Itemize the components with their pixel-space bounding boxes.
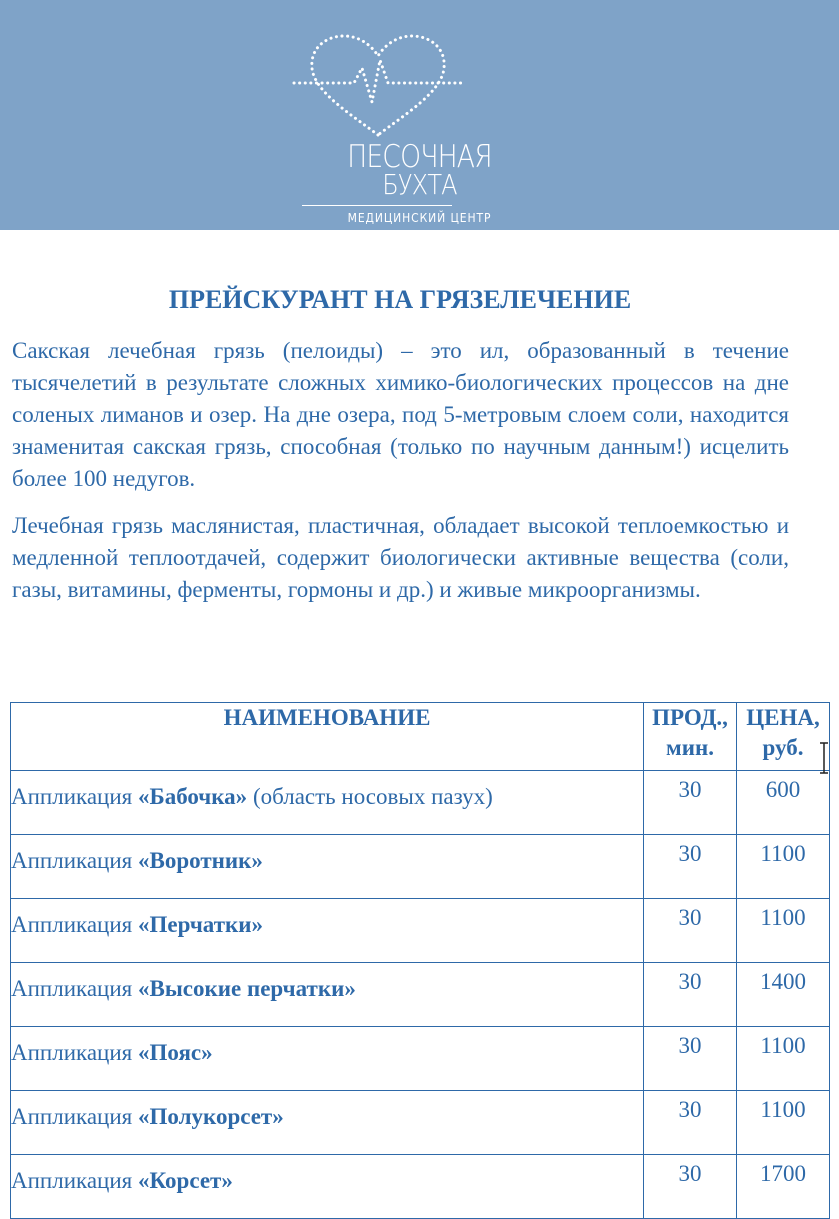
row-price: 1400: [737, 963, 830, 1027]
row-item-name: «Корсет»: [138, 1168, 233, 1193]
row-price: 1100: [737, 899, 830, 963]
text-cursor-icon: [818, 742, 830, 774]
row-prefix: Аппликация: [11, 1104, 138, 1129]
logo-text-line1: ПЕСОЧНАЯ: [347, 139, 492, 175]
table-row: [11, 771, 830, 835]
heart-pulse-logo-icon: [292, 30, 464, 142]
row-duration: 30: [644, 835, 737, 899]
logo-text-line2: БУХТА: [382, 168, 457, 201]
logo-subtitle: МЕДИЦИНСКИЙ ЦЕНТР: [347, 211, 492, 225]
page-title: ПРЕЙСКУРАНТ НА ГРЯЗЕЛЕЧЕНИЕ: [168, 285, 632, 314]
row-duration: 30: [644, 899, 737, 963]
header-duration: ПРОД., мин.: [644, 703, 737, 771]
row-prefix: Аппликация: [11, 976, 138, 1001]
row-name-cell: [11, 1091, 644, 1155]
row-suffix: (область носовых пазух): [247, 784, 493, 809]
row-name-cell: [11, 1027, 644, 1091]
intro-paragraph-2: Лечебная грязь маслянистая, пластичная, обладает высокой теплоемкостью и медленной теплоотдачей, содержит биологически активные вещества (соли, газы, витамины, ферменты, гормоны и др.) и живые микроорганизмы.: [12, 513, 789, 602]
row-item-name: «Высокие перчатки»: [138, 976, 356, 1001]
row-name-cell: [11, 1155, 644, 1219]
row-name-cell: [11, 963, 644, 1027]
row-name-cell: [11, 835, 644, 899]
row-prefix: Аппликация: [11, 848, 138, 873]
row-item-name: «Воротник»: [138, 848, 263, 873]
row-item-name: «Полукорсет»: [138, 1104, 284, 1129]
logo-divider: [302, 205, 452, 206]
row-duration: 30: [644, 963, 737, 1027]
row-price: 1100: [737, 1027, 830, 1091]
row-name-cell: [11, 899, 644, 963]
row-price: 600: [737, 771, 830, 835]
row-duration: 30: [644, 1155, 737, 1219]
intro-paragraph-1: Сакская лечебная грязь (пелоиды) – это ил, образованный в течение тысячелетий в результате сложных химико-биологических процессов на дне соленых лиманов и озер. На дне озера, под 5-метровым слоем соли, находится знаменитая сакская грязь, способная (только по научным данным!) исцелить более 100 недугов.: [12, 338, 789, 491]
row-prefix: Аппликация: [11, 912, 138, 937]
header-price: ЦЕНА, руб.: [737, 703, 830, 771]
row-price: 1700: [737, 1155, 830, 1219]
row-price: 1100: [737, 1091, 830, 1155]
price-table: [10, 702, 830, 1219]
row-duration: 30: [644, 1027, 737, 1091]
row-item-name: «Перчатки»: [138, 912, 263, 937]
row-item-name: «Пояс»: [138, 1040, 213, 1065]
row-prefix: Аппликация: [11, 1040, 138, 1065]
row-prefix: Аппликация: [11, 784, 138, 809]
table-row: [11, 1091, 830, 1155]
table-row: [11, 835, 830, 899]
header-banner: [0, 0, 839, 230]
table-row: [11, 899, 830, 963]
table-row: [11, 963, 830, 1027]
row-duration: 30: [644, 1091, 737, 1155]
table-row: [11, 1155, 830, 1219]
row-price: 1100: [737, 835, 830, 899]
table-row: [11, 1027, 830, 1091]
row-name-cell: [11, 771, 644, 835]
row-duration: 30: [644, 771, 737, 835]
header-name: НАИМЕНОВАНИЕ: [11, 703, 644, 771]
row-prefix: Аппликация: [11, 1168, 138, 1193]
row-item-name: «Бабочка»: [138, 784, 248, 809]
table-header-row: [11, 703, 830, 771]
